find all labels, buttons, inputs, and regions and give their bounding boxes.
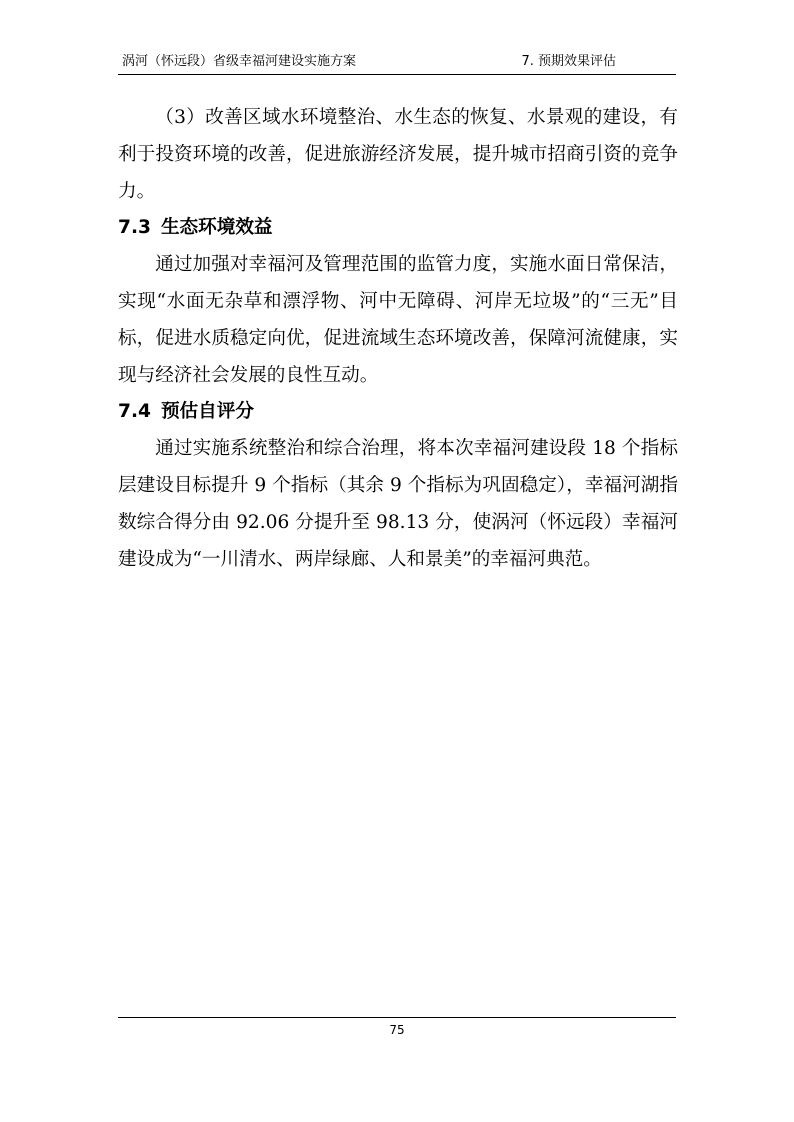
footer-divider [118, 1017, 676, 1018]
page-number: 75 [389, 1023, 405, 1037]
header-document-title: 涡河（怀远段）省级幸福河建设实施方案 [122, 54, 357, 69]
header-chapter-title: 7. 预期效果评估 [521, 54, 616, 69]
section-heading-7-4 [118, 394, 678, 431]
section-7-4-paragraph: 通过实施系统整治和综合治理，将本次幸福河建设段 18 个指标层建设目标提升 9 个指标（其余 9 个指标为巩固稳定），幸福河湖指数综合得分由 92.06 分提升至 98.13 分，使涡河（怀远段）幸福河建设成为“一川清水、两岸绿廊、人和景美”的幸福河典范。 [118, 438, 678, 570]
section-title: 预估自评分 [160, 401, 254, 423]
section-title: 生态环境效益 [160, 217, 273, 239]
intro-paragraph: （3）改善区域水环境整治、水生态的恢复、水景观的建设，有利于投资环境的改善，促进旅游经济发展，提升城市招商引资的竞争力。 [118, 107, 678, 202]
section-number: 7.3 [118, 217, 151, 239]
header-divider [118, 74, 676, 75]
section-number: 7.4 [118, 401, 151, 423]
document-body [118, 100, 678, 578]
section-7-3-paragraph: 通过加强对幸福河及管理范围的监管力度，实施水面日常保洁，实现“水面无杂草和漂浮物、河中无障碍、河岸无垃圾”的“三无”目标，促进水质稳定向优，促进流域生态环境改善，保障河流健康，实现与经济社会发展的良性互动。 [118, 254, 678, 386]
section-heading-7-3 [118, 210, 678, 247]
page-header [118, 52, 676, 76]
